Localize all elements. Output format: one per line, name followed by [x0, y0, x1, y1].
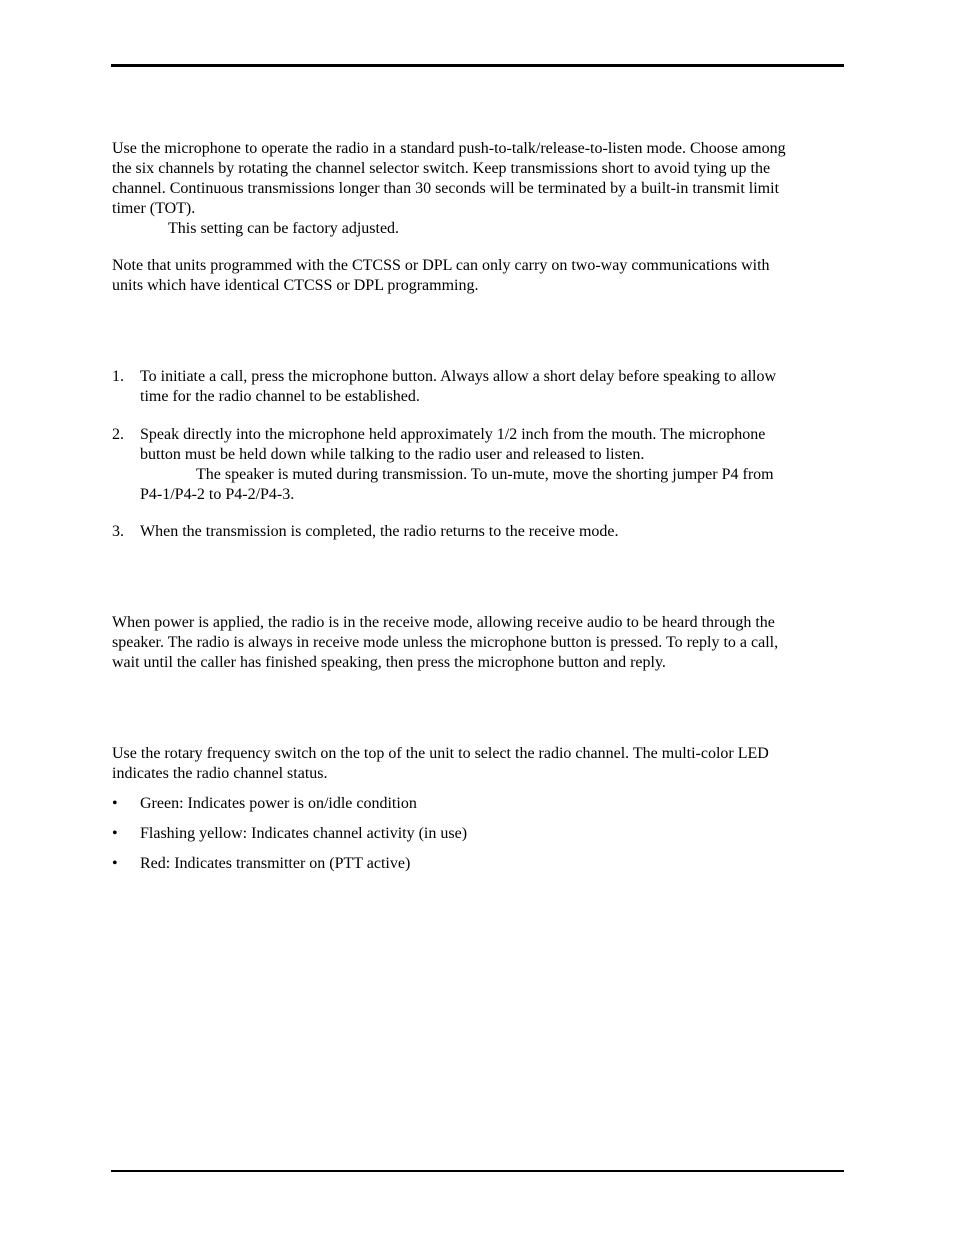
receive-paragraph — [112, 613, 844, 673]
ctcss-paragraph — [112, 256, 844, 296]
factory-note: This setting can be factory adjusted. — [168, 220, 400, 237]
channel-paragraph — [112, 744, 844, 784]
operation-line: the six channels by rotating the channel selector switch. Keep transmissions short to avoid tying up the — [112, 160, 771, 177]
step-line: Speak directly into the microphone held approximately 1/2 inch from the mouth. The microphone — [140, 426, 766, 443]
transmit-step — [112, 522, 844, 542]
header-rule — [111, 64, 844, 67]
step-number: 1. — [112, 368, 124, 385]
operation-paragraph — [112, 139, 844, 239]
step-number: 3. — [112, 523, 124, 540]
channel-line: indicates the radio channel status. — [112, 765, 328, 782]
channel-line: Use the rotary frequency switch on the top of the unit to select the radio channel. The multi-color LED — [112, 745, 769, 762]
led-status-text: Green: Indicates power is on/idle condition — [140, 795, 417, 812]
operation-line: timer (TOT). — [112, 200, 196, 217]
receive-line: speaker. The radio is always in receive mode unless the microphone button is pressed. To reply to a call, — [112, 634, 779, 651]
bullet-icon: • — [112, 825, 118, 842]
led-status-text: Flashing yellow: Indicates channel activity (in use) — [140, 825, 468, 842]
receive-line: When power is applied, the radio is in the receive mode, allowing receive audio to be heard through the — [112, 614, 775, 631]
step-line: time for the radio channel to be established. — [140, 388, 420, 405]
speaker-mute-note: The speaker is muted during transmission. To un-mute, move the shorting jumper P4 from — [196, 466, 774, 483]
step-line: button must be held down while talking to the radio user and released to listen. — [140, 446, 645, 463]
ctcss-line: Note that units programmed with the CTCSS or DPL can only carry on two-way communications with — [112, 257, 770, 274]
receive-line: wait until the caller has finished speaking, then press the microphone button and reply. — [112, 654, 666, 671]
operation-line: channel. Continuous transmissions longer than 30 seconds will be terminated by a built-in transmit limit — [112, 180, 780, 197]
step-number: 2. — [112, 426, 124, 443]
led-status-item — [112, 824, 844, 844]
led-status-item — [112, 794, 844, 814]
step-line: When the transmission is completed, the radio returns to the receive mode. — [140, 523, 619, 540]
ctcss-line: units which have identical CTCSS or DPL programming. — [112, 277, 479, 294]
bullet-icon: • — [112, 795, 118, 812]
transmit-step — [112, 425, 844, 505]
led-status-text: Red: Indicates transmitter on (PTT active) — [140, 855, 411, 872]
speaker-mute-note-continued: P4-1/P4-2 to P4-2/P4-3. — [140, 486, 295, 503]
transmit-step — [112, 367, 844, 407]
operation-line: Use the microphone to operate the radio in a standard push-to-talk/release-to-listen mode. Choose among — [112, 140, 786, 157]
led-status-item — [112, 854, 844, 874]
bullet-icon: • — [112, 855, 118, 872]
footer-rule — [111, 1170, 844, 1172]
step-line: To initiate a call, press the microphone button. Always allow a short delay before speaking to allow — [140, 368, 777, 385]
